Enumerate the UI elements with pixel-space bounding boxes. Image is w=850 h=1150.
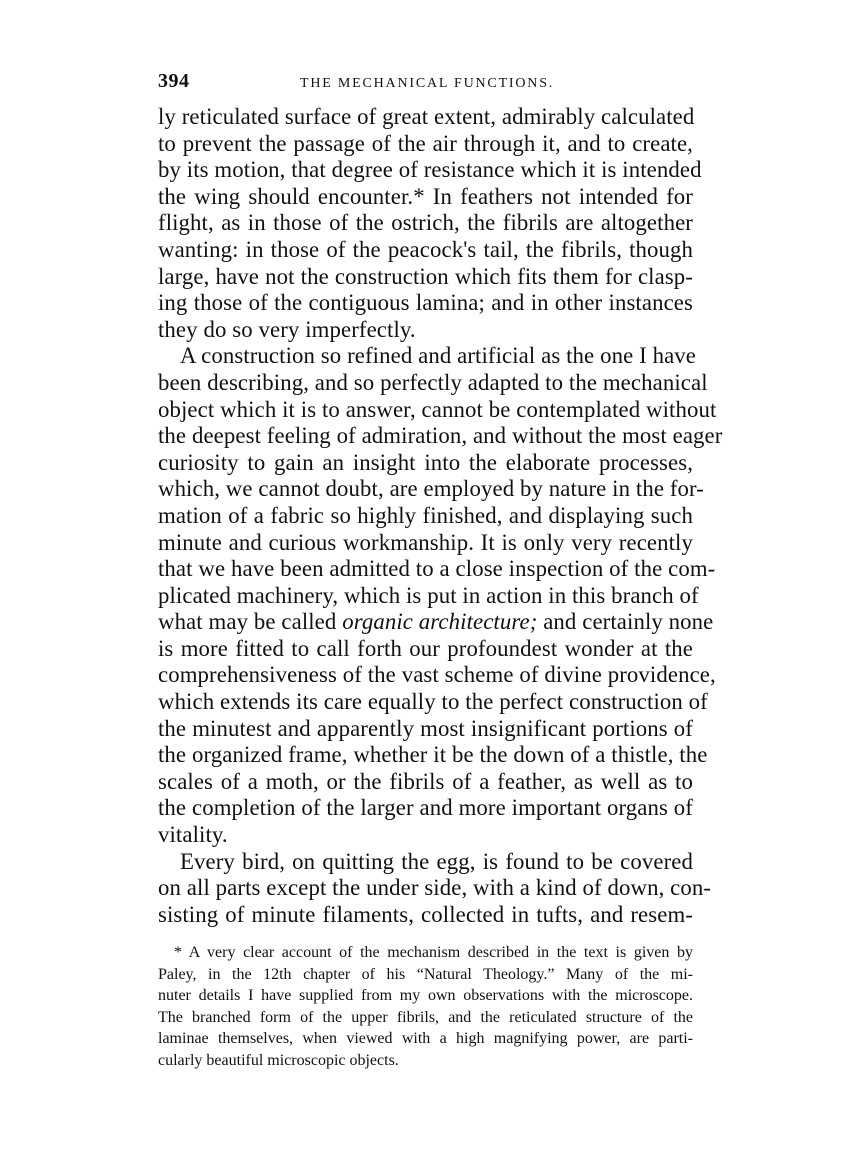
page-number: 394 [158,70,190,92]
body-line-segment: and certainly none [543,609,714,635]
footnote-line: * A very clear account of the mechanism described in the text is given by [174,944,693,961]
body-line: they do so very imperfectly. [158,316,416,342]
body-line: to prevent the passage of the air through it, and to create, [158,130,693,156]
body-line: which, we cannot doubt, are employed by nature in the for- [158,476,704,502]
body-line: the minutest and apparently most insignificant portions of [158,715,693,741]
body-line: vitality. [158,822,228,848]
body-line: Every bird, on quitting the egg, is found to be covered [180,848,693,874]
body-line: mation of a fabric so highly finished, and displaying such [158,502,693,528]
body-text [158,104,723,928]
body-line: object which it is to answer, cannot be contemplated without [158,396,717,422]
body-line: comprehensiveness of the vast scheme of divine providence, [158,662,716,688]
body-line: ly reticulated surface of great extent, admirably calculated [158,104,695,129]
body-line: sisting of minute filaments, collected in tufts, and resem- [158,901,693,927]
body-line: A construction so refined and artificial as the one I have [180,343,697,369]
body-line: which extends its care equally to the perfect construction of [158,689,708,715]
body-line: plicated machinery, which is put in action in this branch of [158,582,699,608]
body-line: by its motion, that degree of resistance which it is intended [158,157,702,183]
body-line: the deepest feeling of admiration, and without the most eager [158,423,723,449]
body-line: the organized frame, whether it be the down of a thistle, the [158,742,708,768]
body-line: wanting: in those of the peacock's tail, the fibrils, though [158,236,693,262]
body-line: ing those of the contiguous lamina; and in other instances [158,290,693,316]
body-line: been describing, and so perfectly adapted to the mechanical [158,369,708,395]
body-line-segment: what may be called [158,609,337,635]
body-line: scales of a moth, or the fibrils of a feather, as well as to [158,768,693,794]
body-line: the wing should encounter.* In feathers not intended for [158,183,693,209]
body-line: minute and curious workmanship. It is only very recently [158,529,693,555]
footnote-line: nuter details I have supplied from my own observations with the microscope. [158,987,693,1004]
body-line: curiosity to gain an insight into the elaborate processes, [158,449,693,475]
footnote-line: laminae themselves, when viewed with a high magnifying power, are parti- [158,1030,693,1047]
body-line [158,609,714,636]
footnote-line: The branched form of the upper fibrils, and the reticulated structure of the [158,1008,693,1026]
body-line: flight, as in those of the ostrich, the fibrils are altogether [158,210,693,236]
italic-phrase: organic architecture; [342,609,538,635]
footnote-line: cularly beautiful microscopic objects. [158,1051,399,1069]
body-line: on all parts except the under side, with a kind of down, con- [158,875,712,901]
body-line: that we have been admitted to a close inspection of the com- [158,556,716,582]
body-line: the completion of the larger and more important organs of [158,795,693,821]
body-line: large, have not the construction which fits them for clasp- [158,263,693,289]
page-header [158,70,698,98]
body-line: is more fitted to call forth our profoundest wonder at the [158,635,693,661]
footnote-line: Paley, in the 12th chapter of his “Natural Theology.” Many of the mi- [158,965,693,983]
running-head: THE MECHANICAL FUNCTIONS. [300,76,555,91]
footnote [158,942,693,1071]
